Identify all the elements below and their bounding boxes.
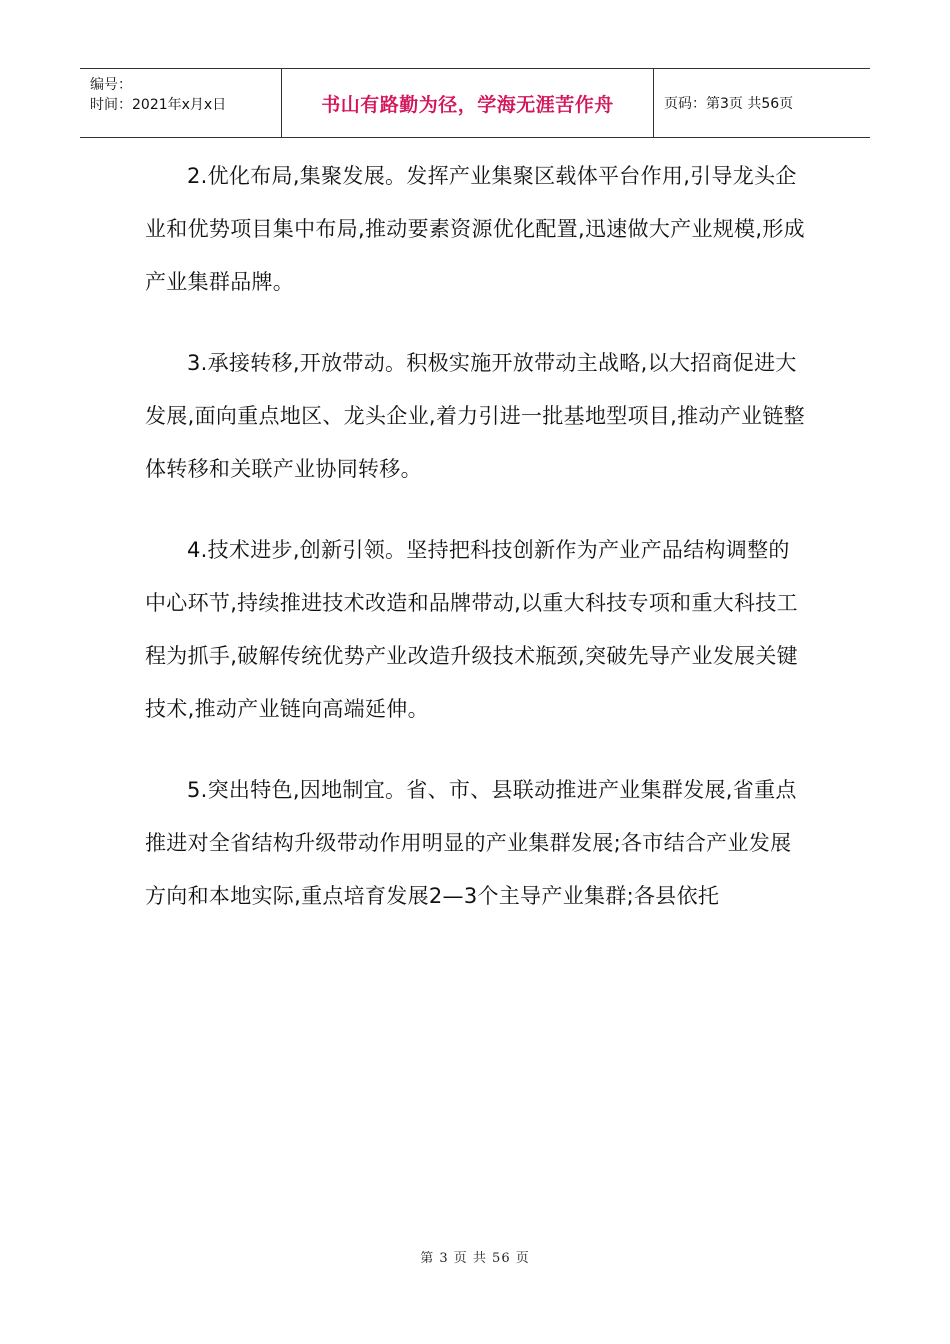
paragraph: 5.突出特色,因地制宜。省、市、县联动推进产业集群发展,省重点推进对全省结构升级带动作用明显的产业集群发展;各市结合产业发展方向和本地实际,重点培育发展2—3个主导产业集群;各县依托 [145, 778, 797, 908]
paragraph: 2.优化布局,集聚发展。发挥产业集聚区载体平台作用,引导龙头企业和优势项目集中布局,推动要素资源优化配置,迅速做大产业规模,形成产业集群品牌。 [145, 164, 805, 294]
header-meta [80, 69, 282, 137]
time-label: 时间：2021年x月x日 [90, 97, 227, 113]
paragraph: 3.承接转移,开放带动。积极实施开放带动主战略,以大招商促进大发展,面向重点地区、龙头企业,着力引进一批基地型项目,推动产业链整体转移和关联产业协同转移。 [145, 351, 805, 481]
header-page-cell [654, 69, 870, 137]
page-info: 页码：第3页 共56页 [664, 96, 794, 112]
page-footer: 第 3 页 共 56 页 [420, 1251, 530, 1266]
document-body [145, 150, 810, 951]
header-motto-cell [282, 69, 654, 137]
document-header [80, 68, 870, 138]
paragraph: 4.技术进步,创新引领。坚持把科技创新作为产业产品结构调整的中心环节,持续推进技术改造和品牌带动,以重大科技专项和重大科技工程为抓手,破解传统优势产业改造升级技术瓶颈,突破先导产业发展关键技术,推动产业链向高端延伸。 [145, 538, 798, 721]
motto: 书山有路勤为径，学海无涯苦作舟 [321, 93, 614, 116]
number-label: 编号： [90, 77, 132, 93]
